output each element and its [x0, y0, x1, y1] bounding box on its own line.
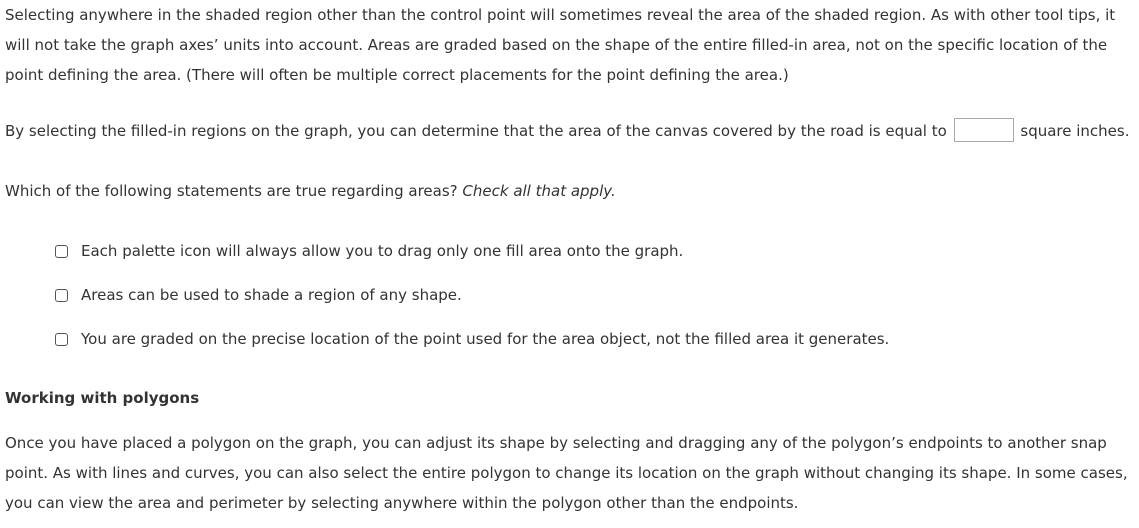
road-area-input[interactable]	[954, 118, 1014, 142]
areas-options-list	[55, 229, 889, 361]
option-label: Areas can be used to shade a region of any shape.	[81, 286, 462, 304]
road-area-question	[5, 116, 1137, 146]
option-checkbox[interactable]	[55, 333, 68, 346]
option-checkbox[interactable]	[55, 289, 68, 302]
polygons-paragraph: Once you have placed a polygon on the graph, you can adjust its shape by selecting and dragging any of the polygon’s endpoints to another snap point. As with lines and curves, you can also select the entire polygon to change its location on the graph without changing its shape. In some cases, you can view the area and perimeter by selecting anywhere within the polygon other than the endpoints.	[5, 434, 1128, 512]
option-row[interactable]	[55, 229, 889, 273]
option-label: Each palette icon will always allow you to drag only one fill area onto the graph.	[81, 242, 684, 260]
areas-question	[5, 176, 1137, 206]
option-checkbox[interactable]	[55, 245, 68, 258]
option-label: You are graded on the precise location of the point used for the area object, not the filled area it generates.	[81, 330, 890, 348]
areas-question-prompt: Which of the following statements are true regarding areas?	[5, 182, 458, 200]
section-heading: Working with polygons	[5, 389, 200, 407]
option-row[interactable]	[55, 317, 889, 361]
road-question-text: By selecting the filled-in regions on the graph, you can determine that the area of the canvas covered by the road is equal to	[5, 122, 947, 140]
intro-paragraph: Selecting anywhere in the shaded region other than the control point will sometimes reveal the area of the shaded region. As with other tool tips, it will not take the graph axes’ units into account. Areas are graded based on the shape of the entire filled-in area, not on the specific location of the point defining the area. (There will often be multiple correct placements for the point defining the area.)	[5, 6, 1116, 84]
road-question-units: square inches.	[1020, 122, 1130, 140]
option-row[interactable]	[55, 273, 889, 317]
areas-question-instruction: Check all that apply.	[462, 182, 616, 200]
